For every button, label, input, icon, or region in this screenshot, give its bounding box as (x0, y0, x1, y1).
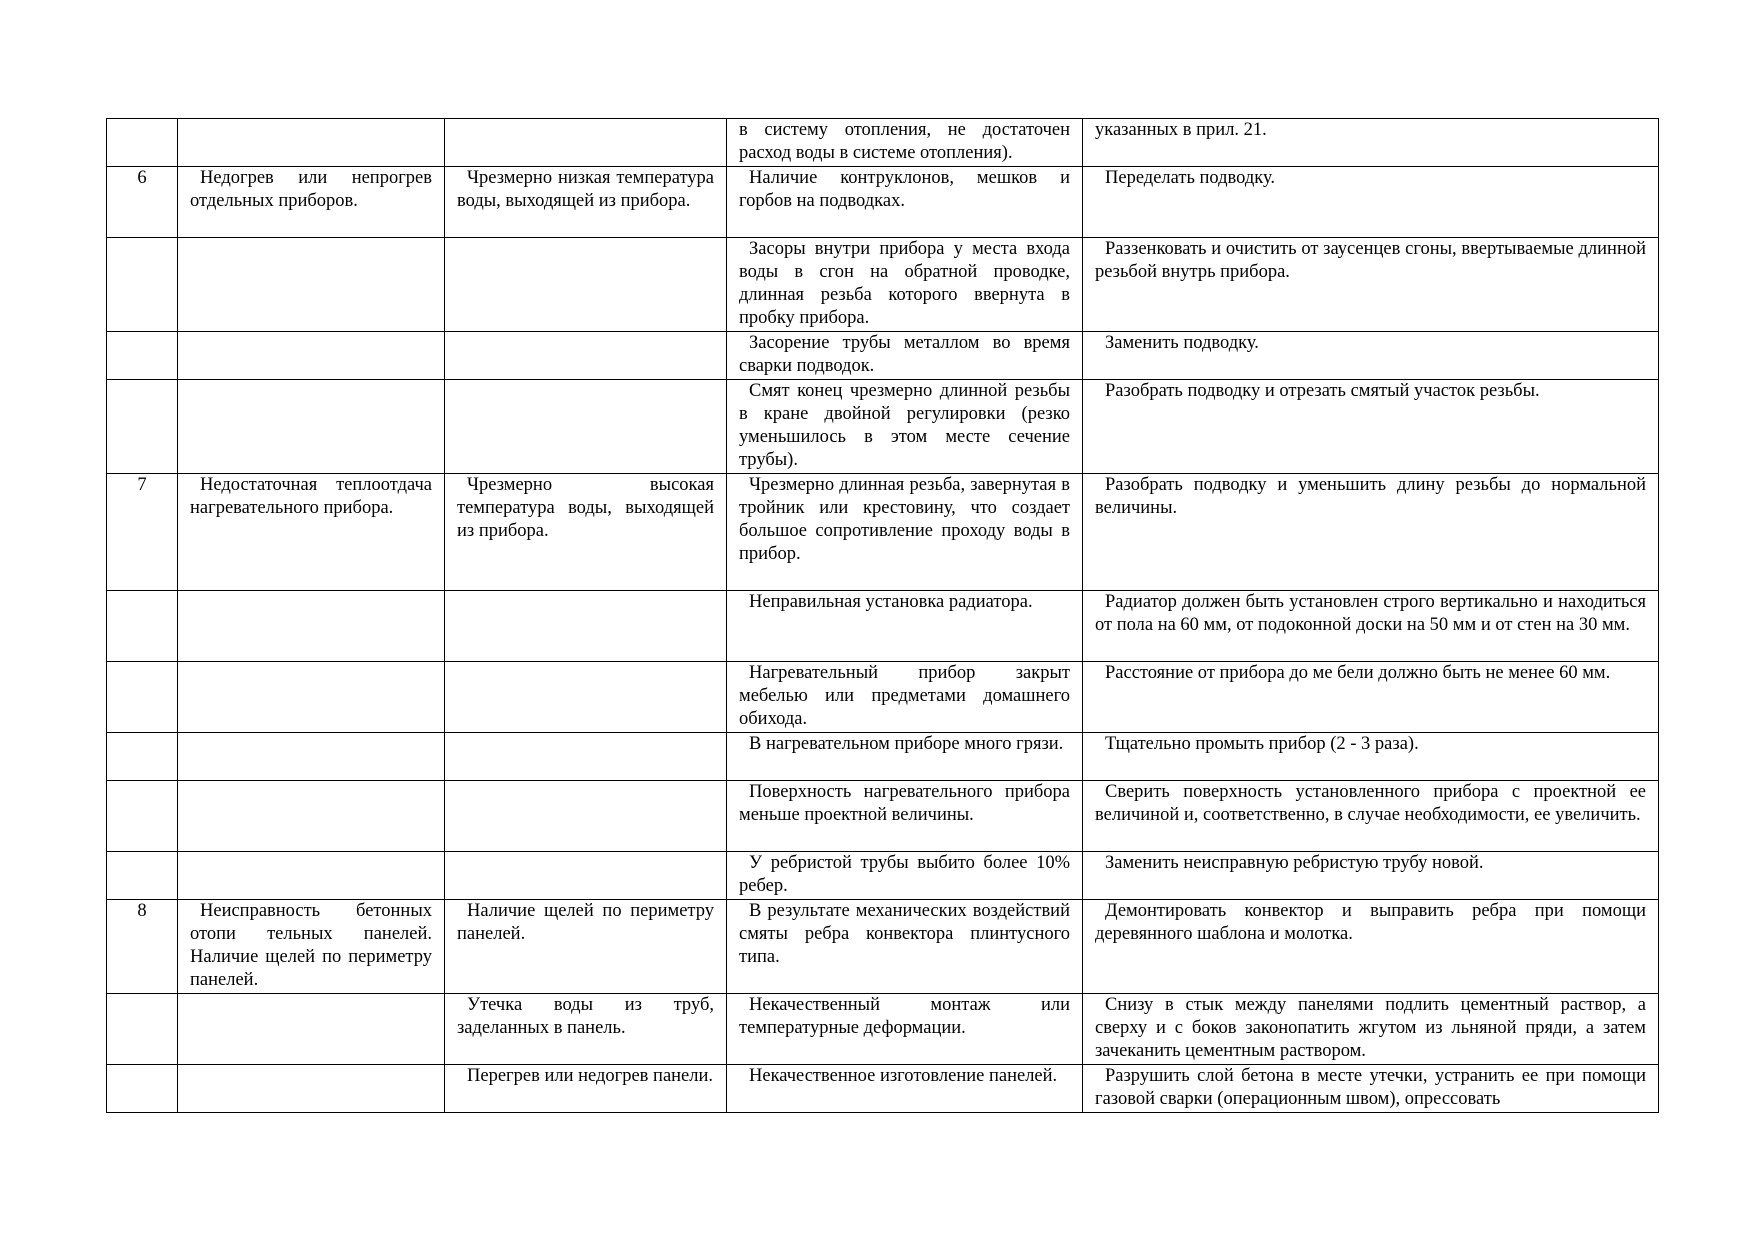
remedy-cell: Демонтировать конвектор и выправить ребра при помощи деревянного шаблона и молотка. (1083, 900, 1659, 994)
row-number (107, 1065, 178, 1113)
cause-cell (445, 380, 727, 474)
cause-cell (445, 733, 727, 781)
cause-cell (445, 781, 727, 852)
malfunction-cell (178, 733, 445, 781)
table-row (107, 380, 1659, 474)
malfunction-cell (178, 852, 445, 900)
remedy-cell: Переделать подводку. (1083, 167, 1659, 238)
row-number (107, 733, 178, 781)
remedy-cell: Снизу в стык между панелями подлить цементный раствор, а сверху и с боков законопатить жгутом из льняной пряди, а затем зачеканить цементным раствором. (1083, 994, 1659, 1065)
detail-cell: В результате механических воздействий смяты ребра конвектора плинтусного типа. (727, 900, 1083, 994)
table-row (107, 119, 1659, 167)
malfunction-cell (178, 380, 445, 474)
remedy-cell: Радиатор должен быть установлен строго вертикально и находиться от пола на 60 мм, от подоконной доски на 50 мм и от стен на 30 мм. (1083, 591, 1659, 662)
table-row (107, 733, 1659, 781)
cause-cell: Наличие щелей по периметру панелей. (445, 900, 727, 994)
remedy-cell: Сверить поверхность установленного прибора с проектной ее величиной и, соответственно, в случае необходимости, ее увеличить. (1083, 781, 1659, 852)
detail-cell: Чрезмерно длинная резьба, завернутая в тройник или крестовину, что создает большое сопротивление проходу воды в прибор. (727, 474, 1083, 591)
cause-cell (445, 852, 727, 900)
malfunction-cell: Неисправность бетонных отопи тельных панелей. Наличие щелей по периметру панелей. (178, 900, 445, 994)
row-number (107, 591, 178, 662)
detail-cell: Некачественный монтаж или температурные деформации. (727, 994, 1083, 1065)
detail-cell: Некачественное изготовление панелей. (727, 1065, 1083, 1113)
malfunction-cell: Недогрев или непрогрев отдельных приборов. (178, 167, 445, 238)
cause-cell (445, 332, 727, 380)
cause-cell (445, 119, 727, 167)
malfunction-cell (178, 1065, 445, 1113)
detail-cell: У ребристой трубы выбито более 10% ребер. (727, 852, 1083, 900)
row-number (107, 238, 178, 332)
malfunction-cell (178, 994, 445, 1065)
cause-cell (445, 238, 727, 332)
table-row (107, 781, 1659, 852)
table-row (107, 332, 1659, 380)
detail-cell: Неправильная установка радиатора. (727, 591, 1083, 662)
detail-cell: в систему отопления, не достаточен расход воды в системе отопления). (727, 119, 1083, 167)
remedy-cell: указанных в прил. 21. (1083, 119, 1659, 167)
cause-cell (445, 662, 727, 733)
cause-cell: Чрезмерно высокая температура воды, выходящей из прибора. (445, 474, 727, 591)
malfunction-cell (178, 662, 445, 733)
malfunction-cell (178, 238, 445, 332)
detail-cell: Засорение трубы металлом во время сварки подводок. (727, 332, 1083, 380)
table-row (107, 900, 1659, 994)
detail-cell: Засоры внутри прибора у места входа воды в сгон на обратной проводке, длинная резьба которого ввернута в пробку прибора. (727, 238, 1083, 332)
row-number (107, 781, 178, 852)
detail-cell: Поверхность нагревательного прибора меньше проектной величины. (727, 781, 1083, 852)
table-row (107, 591, 1659, 662)
remedy-cell: Заменить подводку. (1083, 332, 1659, 380)
table-row (107, 238, 1659, 332)
row-number: 8 (107, 900, 178, 994)
table-row (107, 167, 1659, 238)
malfunction-cell (178, 119, 445, 167)
row-number (107, 119, 178, 167)
remedy-cell: Заменить неисправную ребристую трубу новой. (1083, 852, 1659, 900)
table-row (107, 994, 1659, 1065)
detail-cell: Смят конец чрезмерно длинной резьбы в кране двойной регулировки (резко уменьшилось в этом месте сечение трубы). (727, 380, 1083, 474)
detail-cell: Наличие контруклонов, мешков и горбов на подводках. (727, 167, 1083, 238)
table-row (107, 852, 1659, 900)
malfunction-cell: Недостаточная теплоотдача нагревательного прибора. (178, 474, 445, 591)
malfunction-cell (178, 781, 445, 852)
malfunction-table (106, 118, 1659, 1113)
row-number (107, 662, 178, 733)
detail-cell: Нагревательный прибор закрыт мебелью или предметами домашнего обихода. (727, 662, 1083, 733)
remedy-cell: Раззенковать и очистить от заусенцев сгоны, ввертываемые длинной резьбой внутрь прибора. (1083, 238, 1659, 332)
row-number (107, 852, 178, 900)
remedy-cell: Разобрать подводку и уменьшить длину резьбы до нормальной величины. (1083, 474, 1659, 591)
table-row (107, 662, 1659, 733)
cause-cell: Перегрев или недогрев панели. (445, 1065, 727, 1113)
table-row (107, 474, 1659, 591)
row-number: 7 (107, 474, 178, 591)
remedy-cell: Расстояние от прибора до ме бели должно быть не менее 60 мм. (1083, 662, 1659, 733)
remedy-cell: Разрушить слой бетона в месте утечки, устранить ее при помощи газовой сварки (операционным швом), опрессовать (1083, 1065, 1659, 1113)
remedy-cell: Разобрать подводку и отрезать смятый участок резьбы. (1083, 380, 1659, 474)
row-number (107, 994, 178, 1065)
malfunction-cell (178, 332, 445, 380)
detail-cell: В нагревательном приборе много грязи. (727, 733, 1083, 781)
row-number (107, 380, 178, 474)
malfunction-cell (178, 591, 445, 662)
row-number (107, 332, 178, 380)
remedy-cell: Тщательно промыть прибор (2 - 3 раза). (1083, 733, 1659, 781)
table-row (107, 1065, 1659, 1113)
cause-cell: Утечка воды из труб, заделанных в панель. (445, 994, 727, 1065)
row-number: 6 (107, 167, 178, 238)
cause-cell (445, 591, 727, 662)
cause-cell: Чрезмерно низкая температура воды, выходящей из прибора. (445, 167, 727, 238)
